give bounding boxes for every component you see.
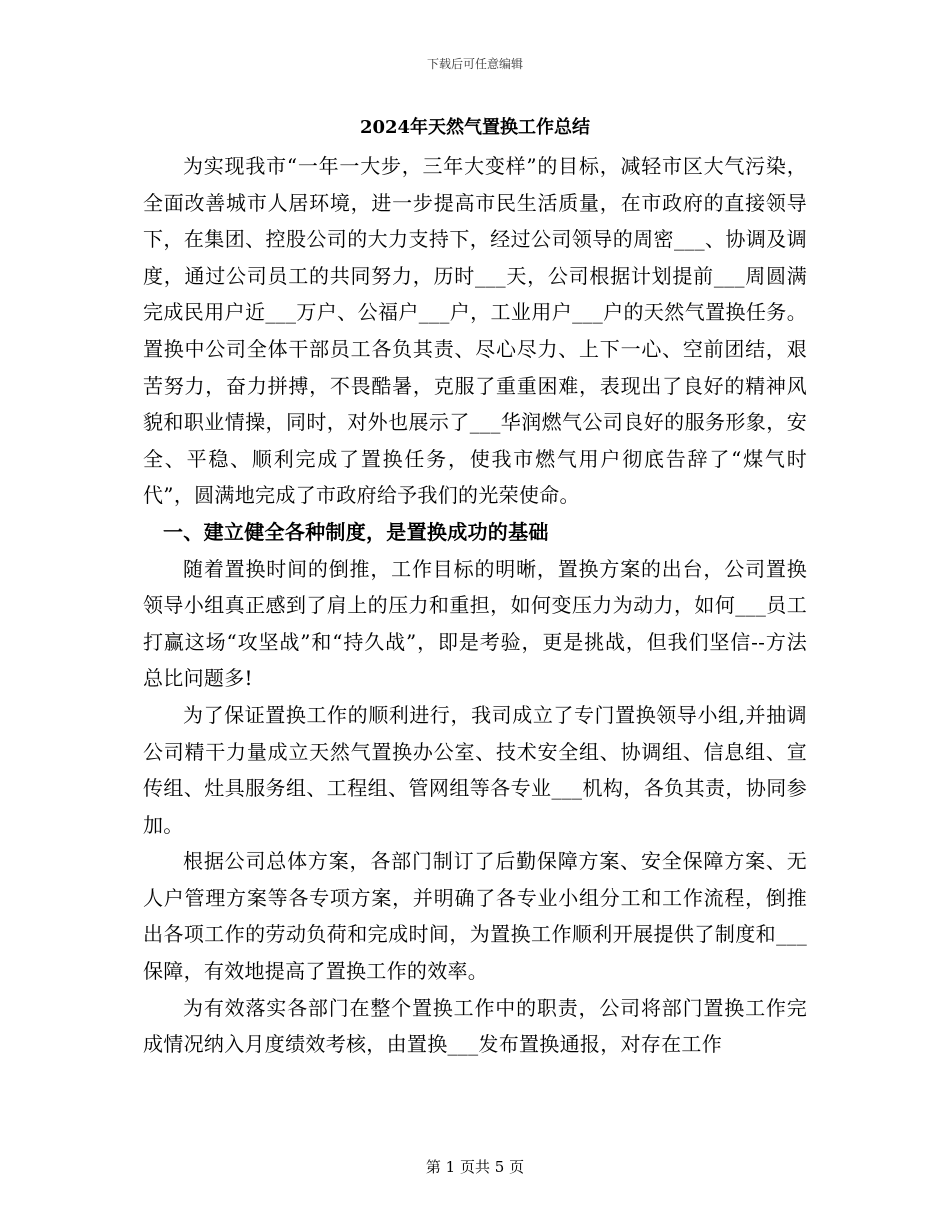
document-body: [143, 148, 807, 1063]
section-heading: 一、建立健全各种制度，是置换成功的基础: [163, 519, 549, 544]
section-paragraph-4: 为有效落实各部门在整个置换工作中的职责，公司将部门置换工作完成情况纳入月度绩效考核，由置换___发布置换通报，对存在工作: [143, 995, 807, 1057]
section-paragraph-3: 根据公司总体方案，各部门制订了后勤保障方案、安全保障方案、无人户管理方案等各专项方案，并明确了各专业小组分工和工作流程，倒推出各项工作的劳动负荷和完成时间，为置换工作顺利开展提供了制度和___保障，有效地提高了置换工作的效率。: [143, 849, 807, 984]
page-footer: 第 1 页共 5 页: [425, 1158, 525, 1176]
header-note: 下载后可任意编辑: [426, 57, 523, 71]
section-paragraph-2: 为了保证置换工作的顺利进行，我司成立了专门置换领导小组,并抽调公司精干力量成立天然气置换办公室、技术安全组、协调组、信息组、宣传组、灶具服务组、工程组、管网组等各专业___机构，各负其责，协同参加。: [143, 702, 807, 837]
document-title: 2024年天然气置换工作总结: [359, 117, 591, 138]
intro-paragraph: 为实现我市“一年一大步，三年大变样”的目标，减轻市区大气污染，全面改善城市人居环境，进一步提高市民生活质量，在市政府的直接领导下，在集团、控股公司的大力支持下，经过公司领导的周密___、协调及调度，通过公司员工的共同努力，历时___天，公司根据计划提前___周圆满完成民用户近___万户、公福户___户，工业用户___户的天然气置换任务。置换中公司全体干部员工各负其责、尽心尽力、上下一心、空前团结，艰苦努力，奋力拼搏，不畏酷暑，克服了重重困难，表现出了良好的精神风貌和职业情操，同时，对外也展示了___华润燃气公司良好的服务形象，安全、平稳、顺利完成了置换任务，使我市燃气用户彻底告辞了“煤气时代”，圆满地完成了市政府给予我们的光荣使命。: [143, 154, 807, 508]
section-paragraph-1: 随着置换时间的倒推，工作目标的明晰，置换方案的出台，公司置换领导小组真正感到了肩上的压力和重担，如何变压力为动力，如何___员工打赢这场“攻坚战”和“持久战”，即是考验，更是挑战，但我们坚信--方法总比问题多!: [143, 556, 807, 691]
